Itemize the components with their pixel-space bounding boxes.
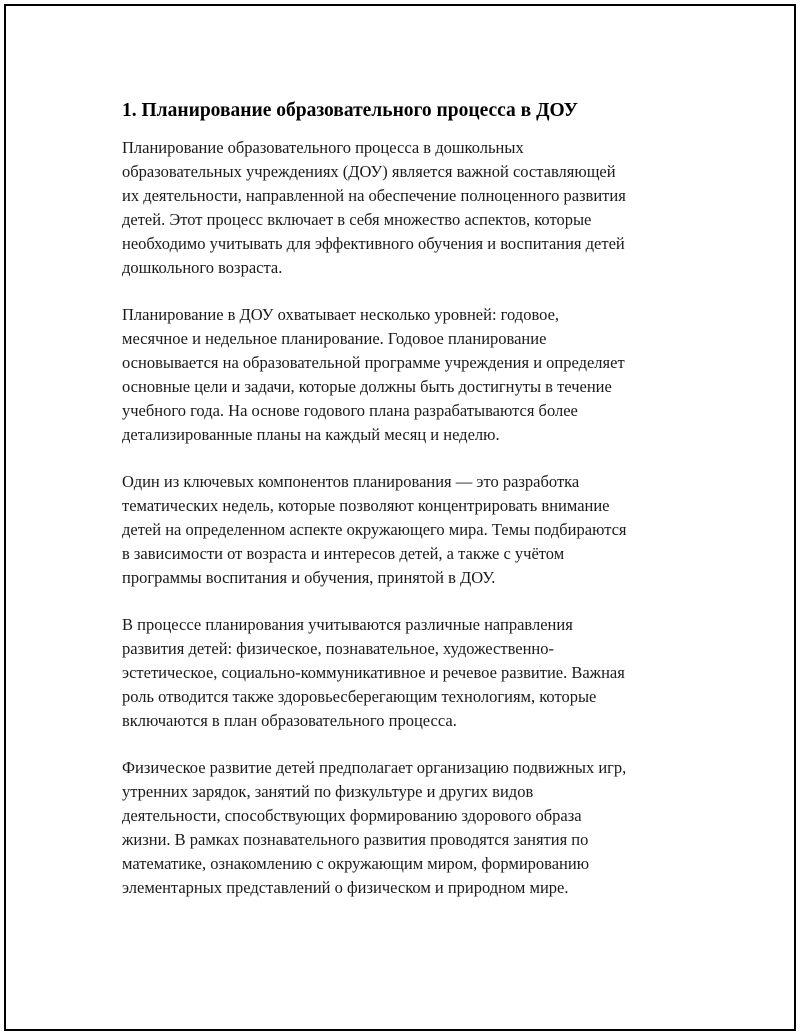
document-page [4, 4, 796, 1031]
paragraph-physical-development: Физическое развитие детей предполагает организацию подвижных игр, утренних зарядок, занятий по физкультуре и других видов деятельности, способствующих формированию здорового образа жизни. В рамках познавательного развития проводятся занятия по математике, ознакомлению с окружающим миром, формированию элементарных представлений о физическом и природном мире. [122, 758, 627, 897]
paragraph-development-areas: В процессе планирования учитываются различные направления развития детей: физическое, познавательное, художественно- эстетическое, социально-коммуникативное и речевое развитие. Важная роль отводится также здоровьесберегающим технологиям, которые включаются в план образовательного процесса. [122, 615, 625, 730]
paragraph-planning-levels: Планирование в ДОУ охватывает несколько уровней: годовое, месячное и недельное планирование. Годовое планирование основывается на образовательной программе учреждения и определяет основные цели и задачи, которые должны быть достигнуты в течение учебного года. На основе годового плана разрабатываются более детализированные планы на каждый месяц и неделю. [122, 305, 625, 444]
section-title: 1. Планирование образовательного процесса в ДОУ [122, 100, 578, 121]
document-body [122, 98, 690, 923]
paragraph-intro: Планирование образовательного процесса в дошкольных образовательных учреждениях (ДОУ) является важной составляющей их деятельности, направленной на обеспечение полноценного развития детей. Этот процесс включает в себя множество аспектов, которые необходимо учитывать для эффективного обучения и воспитания детей дошкольного возраста. [122, 138, 626, 277]
paragraph-thematic-weeks: Один из ключевых компонентов планирования — это разработка тематических недель, которые позволяют концентрировать внимание детей на определенном аспекте окружающего мира. Темы подбираются в зависимости от возраста и интересов детей, а также с учётом программы воспитания и обучения, принятой в ДОУ. [122, 472, 627, 587]
